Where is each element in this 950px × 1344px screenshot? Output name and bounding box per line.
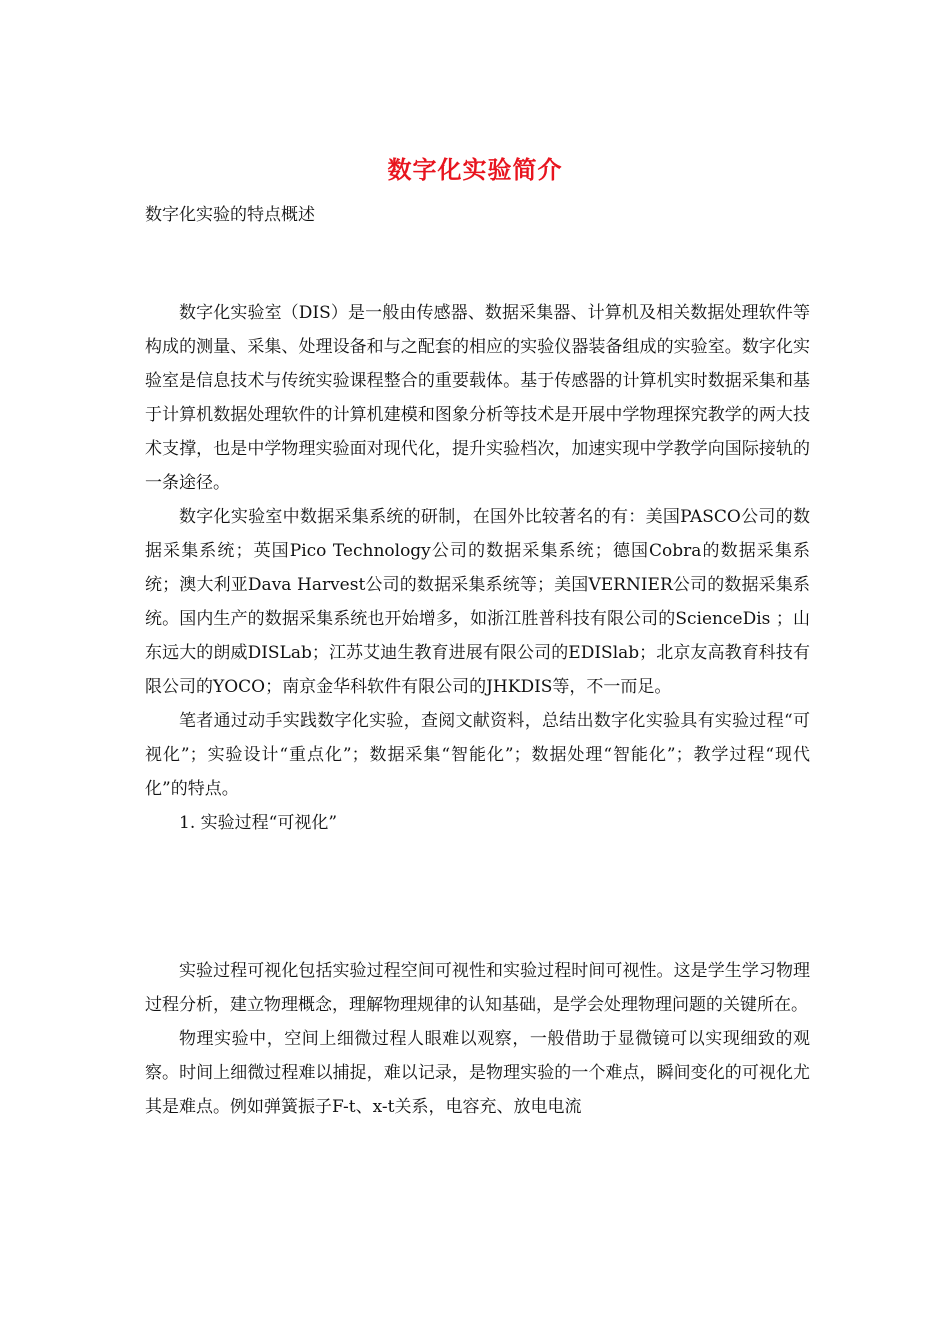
paragraph-visualization-detail: 物理实验中，空间上细微过程人眼难以观察，一般借助于显微镜可以实现细致的观察。时间上细微过程难以捕捉，难以记录，是物理实验的一个难点，瞬间变化的可视化尤其是难点。例如弹簧振子F-t、x-t关系，电容充、放电电流 [145,1029,810,1117]
paragraph-dis-definition: 数字化实验室（DIS）是一般由传感器、数据采集器、计算机及相关数据处理软件等构成的测量、采集、处理设备和与之配套的相应的实验仪器装备组成的实验室。数字化实验室是信息技术与传统实验课程整合的重要载体。基于传感器的计算机实时数据采集和基于计算机数据处理软件的计算机建模和图象分析等技术是开展中学物理探究教学的两大技术支撑，也是中学物理实验面对现代化，提升实验档次，加速实现中学教学向国际接轨的一条途径。 [145,303,810,493]
intro-block [145,296,810,840]
paragraph-characteristics: 笔者通过动手实践数字化实验，查阅文献资料，总结出数字化实验具有实验过程“可视化”；实验设计“重点化”；数据采集“智能化”；数据处理“智能化”；教学过程“现代化”的特点。 [145,711,810,799]
paragraph-visualization-intro: 实验过程可视化包括实验过程空间可视性和实验过程时间可视性。这是学生学习物理过程分析，建立物理概念，理解物理规律的认知基础，是学会处理物理问题的关键所在。 [145,961,810,1015]
section-1-block [145,954,810,1124]
paragraph-data-systems: 数字化实验室中数据采集系统的研制，在国外比较著名的有：美国PASCO公司的数据采集系统；英国Pico Technology公司的数据采集系统；德国Cobra的数据采集系统；澳大利亚Dava Harvest公司的数据采集系统等；美国VERNIER公司的数据采集系统。国内生产的数据采集系统也开始增多，如浙江胜普科技有限公司的ScienceDis ；山东远大的朗威DISLab；江苏艾迪生教育进展有限公司的EDISlab；北京友高教育科技有限公司的YOCO；南京金华科软件有限公司的JHKDIS等，不一而足。 [145,507,810,697]
document-title: 数字化实验简介 [387,155,563,184]
document-subtitle: 数字化实验的特点概述 [145,205,315,225]
section-heading-visualization: 1. 实验过程“可视化” [179,813,338,833]
